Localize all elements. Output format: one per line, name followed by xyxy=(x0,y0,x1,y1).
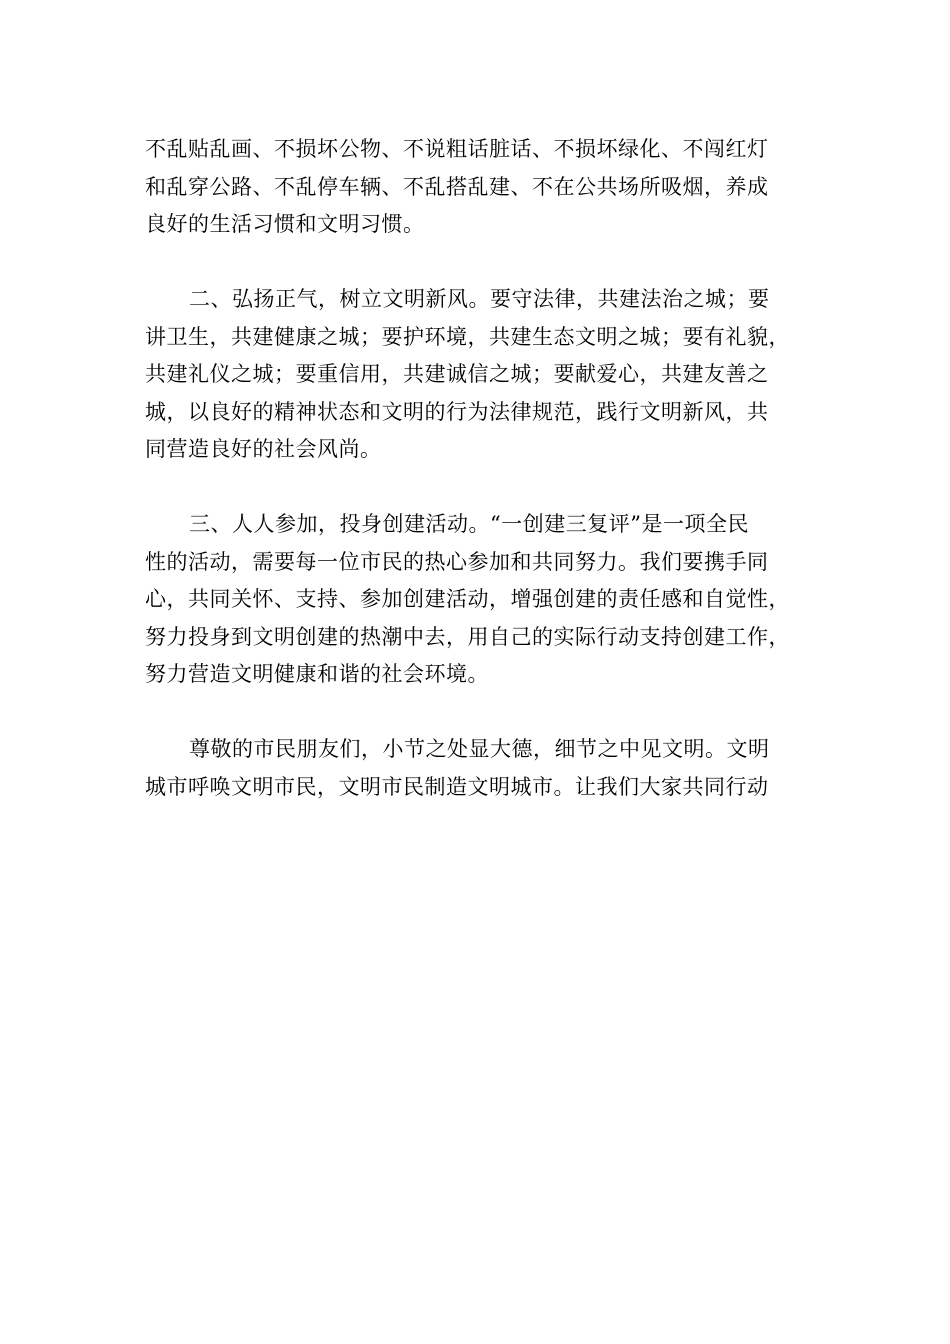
document-body xyxy=(145,131,815,806)
paragraph-line: 良好的生活习惯和文明习惯。 xyxy=(145,212,425,236)
paragraph-line: 和乱穿公路、不乱停车辆、不乱搭乱建、不在公共场所吸烟，养成 xyxy=(145,174,769,199)
paragraph-spacer xyxy=(145,469,815,507)
paragraph-line: 性的活动，需要每一位市民的热心参加和共同努力。我们要携手同 xyxy=(145,549,769,574)
paragraph-line: 同营造良好的社会风尚。 xyxy=(145,437,382,461)
paragraph-3 xyxy=(145,506,815,694)
paragraph-line: 城，以良好的精神状态和文明的行为法律规范，践行文明新风，共 xyxy=(145,399,769,424)
paragraph-line: 心，共同关怀、支持、参加创建活动，增强创建的责任感和自觉性， xyxy=(145,587,790,611)
paragraph-4 xyxy=(145,731,815,806)
paragraph-line: 不乱贴乱画、不损坏公物、不说粗话脏话、不损坏绿化、不闯红灯 xyxy=(145,137,769,161)
paragraph-2 xyxy=(145,281,815,469)
paragraph-line: 二、弘扬正气，树立文明新风。要守法律，共建法治之城；要 xyxy=(189,287,770,311)
paragraph-spacer xyxy=(145,694,815,732)
paragraph-line: 尊敬的市民朋友们，小节之处显大德，细节之中见文明。文明 xyxy=(189,737,770,761)
paragraph-line: 城市呼唤文明市民，文明市民制造文明城市。让我们大家共同行动 xyxy=(145,774,769,799)
paragraph-spacer xyxy=(145,244,815,282)
paragraph-line: 三、人人参加，投身创建活动。“一创建三复评”是一项全民 xyxy=(189,512,749,536)
paragraph-line: 努力营造文明健康和谐的社会环境。 xyxy=(145,662,489,686)
paragraph-1 xyxy=(145,131,815,244)
paragraph-line: 共建礼仪之城；要重信用，共建诚信之城；要献爱心，共建友善之 xyxy=(145,362,769,386)
paragraph-line: 努力投身到文明创建的热潮中去，用自己的实际行动支持创建工作， xyxy=(145,624,790,649)
paragraph-line: 讲卫生，共建健康之城；要护环境，共建生态文明之城；要有礼貌， xyxy=(145,324,790,349)
